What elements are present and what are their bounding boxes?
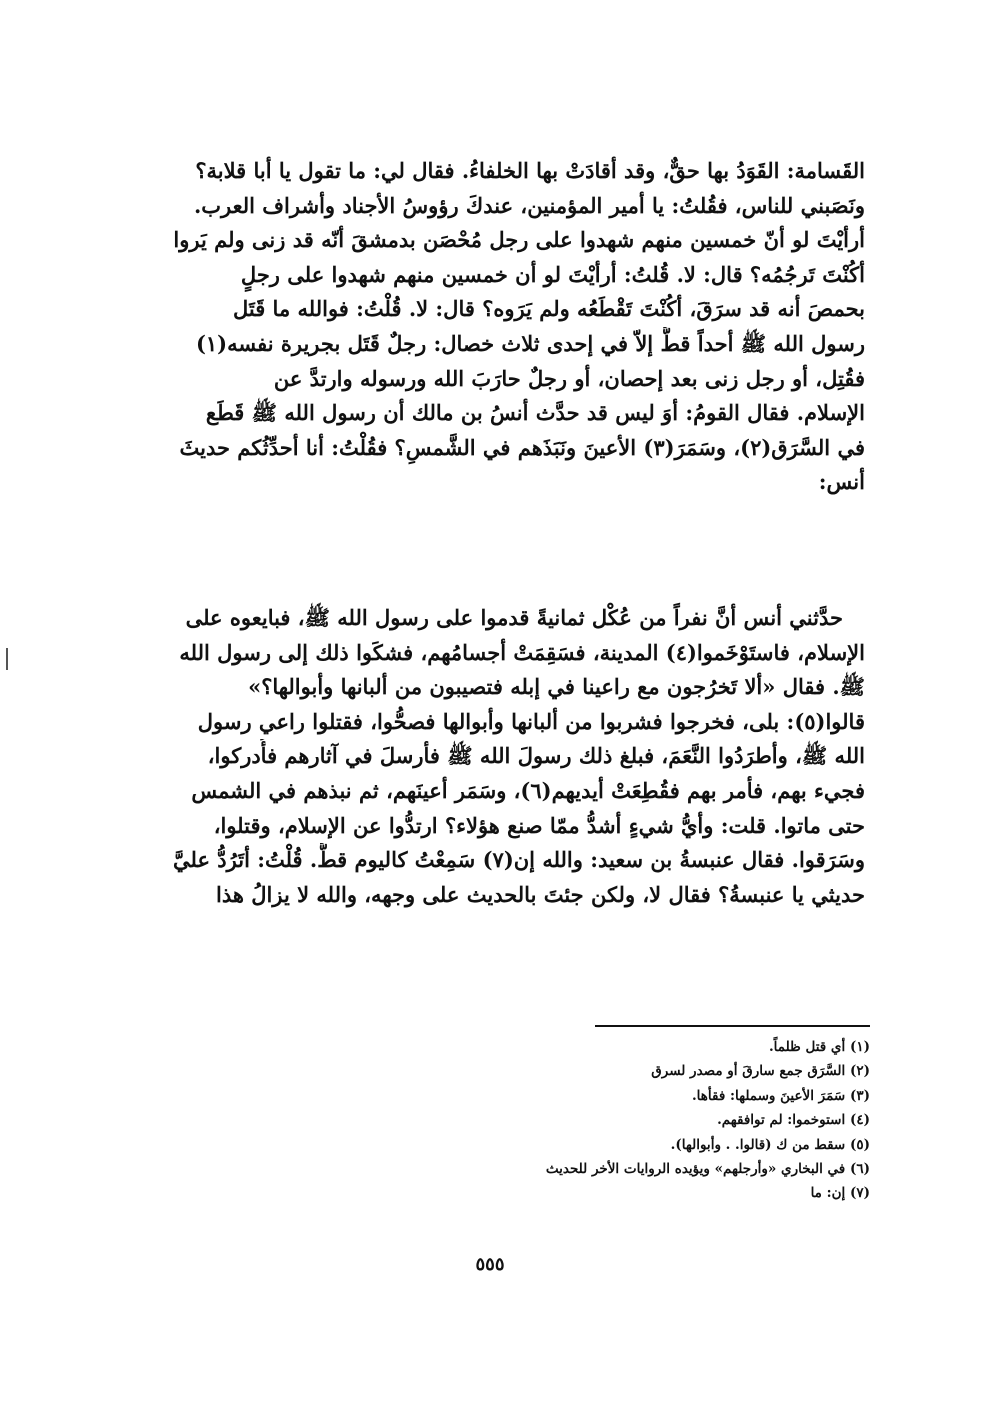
- text-line: وسَرَقوا. فقال عنبسةُ بن سعيد: والله إن(٧) سَمِعْتُ كاليوم قطُّ. قُلْتُ: أتَرُدُّ عليَّ: [173, 847, 865, 873]
- text-line: فقُتِل، أو رجل زنى بعد إحصان، أو رجلٌ حارَبَ الله ورسوله وارتدَّ عن: [273, 365, 865, 391]
- footnotes: [430, 1035, 870, 1206]
- text-line: القَسامة: القَوَدُ بها حقٌّ، وقد أقادَتْ بها الخلفاءُ. فقال لي: ما تقول يا أبا قلابة؟: [195, 158, 865, 183]
- text-line: الإسلام. فقال القومُ: أوَ ليس قد حدَّث أنسُ بن مالك أن رسول الله ﷺ قَطَع: [205, 400, 865, 426]
- text-line: حدَّثني أنس أنَّ نفراً من عُكْل ثمانيةً قدموا على رسول الله ﷺ، فبايعوه على: [185, 605, 843, 630]
- footnote-divider: [595, 1025, 870, 1027]
- text-line: حتى ماتوا. قلت: وأيُّ شيءٍ أشدُّ ممّا صنع هؤلاء؟ ارتدُّوا عن الإسلام، وقتلوا،: [213, 812, 865, 838]
- text-line: أنس:: [818, 469, 865, 495]
- footnote-4: (٤) استوخموا: لم توافقهم.: [717, 1112, 870, 1129]
- text-line: قالوا(٥): بلى، فخرجوا فشربوا من ألبانها وأبوالها فصحُّوا، فقتلوا راعي رسول: [197, 708, 865, 734]
- footnote-6: (٦) في البخاري «وأرجلهم» ويؤيده الروايات الأخر للحديث: [545, 1161, 870, 1178]
- paragraph-2: [125, 601, 865, 912]
- footnote-3: (٣) سَمَرَ الأعينَ وسملها: فقأها.: [691, 1087, 870, 1104]
- footnote-1: (١) أي قتل ظلماً.: [768, 1039, 870, 1055]
- text-line: الإسلام، فاستَوْخَموا(٤) المدينة، فسَقِمَتْ أجسامُهم، فشكَوا ذلك إلى رسول الله: [179, 639, 865, 665]
- text-line: ﷺ. فقال «ألا تَخرُجون مع راعينا في إبله فتصيبون من ألبانها وأبوالها؟»: [248, 674, 865, 700]
- text-line: بحمصَ أنه قد سرَقَ، أكُنْتَ تَقْطَعُه ولم يَرَوه؟ قال: لا. قُلْتُ: فوالله ما قَتَل: [232, 296, 865, 322]
- text-line: فجيء بهم، فأمر بهم فقُطِعَتْ أيديهم(٦)، وسَمَر أعينَهم، ثم نبذهم في الشمس: [191, 777, 865, 803]
- text-line: في السَّرَق(٢)، وسَمَرَ(٣) الأعينَ ونَبَذَهم في الشَّمسِ؟ فقُلْتُ: أنا أحدِّثُكم حديثَ: [179, 434, 865, 460]
- margin-mark: [6, 648, 8, 670]
- footnote-7: (٧) إن: ما: [810, 1185, 870, 1202]
- text-line: الله ﷺ، وأطرَدُوا النَّعَمَ، فبلغ ذلك رسولَ الله ﷺ فأرسلَ في آثارهم فأُدركوا،: [207, 743, 865, 769]
- text-line: رسول الله ﷺ أحداً قطُّ إلاّ في إحدى ثلاث خصال: رجلٌ قَتَل بجريرة نفسه(١): [195, 330, 865, 356]
- text-line: ونَصَبني للناس، فقُلتُ: يا أمير المؤمنين، عندكَ رؤوسُ الأجناد وأشراف العرب.: [193, 192, 865, 218]
- text-line: أكُنْتَ تَرجُمُه؟ قال: لا. قُلتُ: أرأيْتَ لو أن خمسين منهم شهدوا على رجلٍ: [240, 261, 865, 287]
- page-number: ٥٥٥: [475, 1254, 505, 1275]
- footnote-5: (٥) سقط من ك (قالوا. . وأبوالها).: [670, 1136, 870, 1153]
- text-line: أرأيْتَ لو أنّ خمسين منهم شهدوا على رجل مُحْصَن بدمشقَ أنّه قد زنى ولم يَروا: [173, 227, 865, 253]
- text-line: حديثي يا عنبسةُ؟ فقال لا، ولكن جئتَ بالحديث على وجهه، والله لا يزالُ هذا: [216, 881, 865, 907]
- footnote-2: (٢) السَّرَق جمع سارقَ أو مصدر لسرق: [651, 1063, 870, 1080]
- paragraph-1: [125, 154, 865, 500]
